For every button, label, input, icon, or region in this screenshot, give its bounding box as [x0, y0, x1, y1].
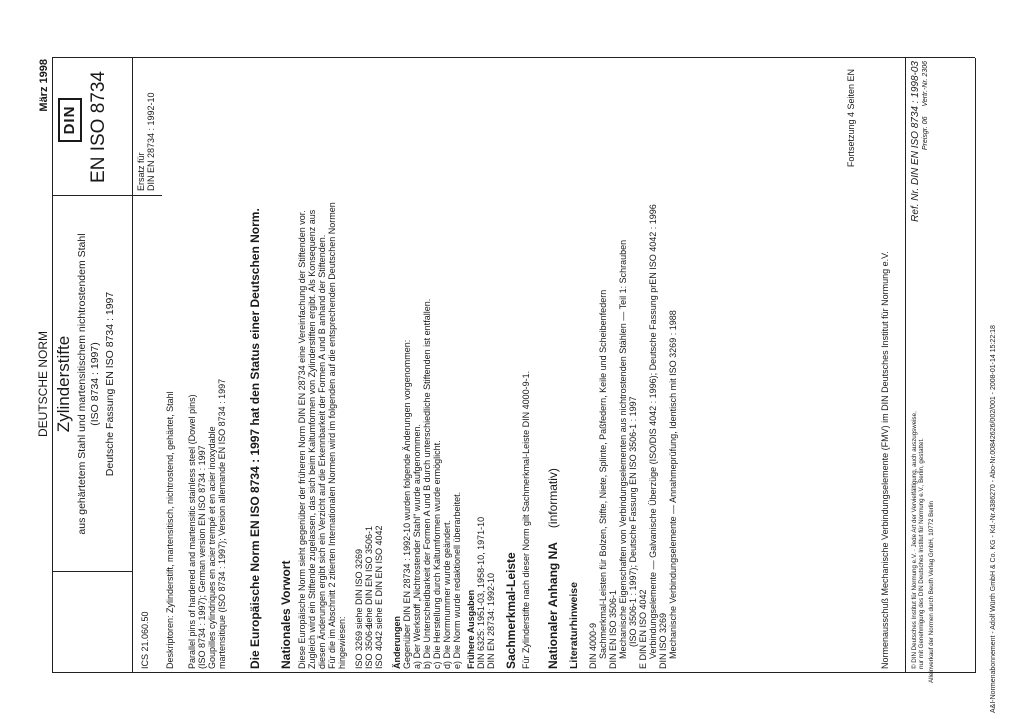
ref-row	[354, 549, 364, 669]
ersatz-value: DIN EN 28734 : 1992-10	[146, 92, 156, 191]
earlier-line: DIN EN 28734: 1992-10	[486, 572, 496, 669]
continuation-note: Fortsetzung 4 Seiten EN	[846, 69, 856, 168]
frame-bottom	[975, 58, 976, 673]
literature-line: DIN EN ISO 3506-1	[608, 589, 618, 669]
ref-value: siehe DIN ISO 3269	[354, 548, 364, 629]
header-subtitle-2: (ISO 8734 : 1997)	[89, 342, 101, 426]
committee-line: Normenausschuß Mechanische Verbindungselemente (FMV) im DIN Deutsches Institut für Normung e.V.	[880, 251, 890, 669]
literature-line: Mechanische Eigenschaften von Verbindungselementen aus nichtrostenden Stählen — Teil 1: Schrauben	[618, 239, 628, 659]
vorwort-line-2: Zugleich wird ein Stiftende zugelassen, das sich beim Kaltumformen von Zylinderstiften ergibt. Als Konsequenz aus	[307, 209, 317, 669]
changes-item: d) Die Normnummer wurde geändert.	[442, 519, 452, 669]
ref-value: siehe E DIN EN ISO 4042	[374, 525, 384, 629]
status-heading: Die Europäische Norm EN ISO 8734 : 1997 hat den Status einer Deutschen Norm.	[248, 208, 262, 669]
header-subtitle-3: Deutsche Fassung EN ISO 8734 : 1997	[104, 291, 116, 477]
din-logo	[58, 98, 82, 142]
header-title: Zylinderstifte	[54, 335, 73, 433]
changes-heading: Änderungen	[392, 616, 402, 669]
footer-copyright-1: © DIN Deutsches Institut für Normung e.V. · Jede Art der Vervielfältigung, auch auszugsweise,	[911, 411, 918, 669]
vorwort-line-3: diesen Änderungen ergibt sich ein Verzicht auf die Erkennbarkeit der Formen A und B anhand der Stiftenden.	[317, 234, 327, 669]
frame-right	[52, 57, 975, 58]
annex-heading	[547, 468, 561, 669]
literature-line: (ISO 3506-1 : 1997); Deutsche Fassung EN ISO 3506-1 : 1997	[628, 396, 638, 647]
title-en-2: (ISO 8734 : 1997); German version EN ISO 8734 : 1997	[197, 445, 207, 669]
annex-qualifier: (informativ)	[546, 468, 560, 529]
ref-key: ISO 3506-1	[364, 622, 374, 669]
header-type: DEUTSCHE NORM	[36, 331, 50, 438]
literature-line: DIN ISO 3269	[658, 612, 668, 669]
footer-ref-number: Ref. Nr. DIN EN ISO 8734 : 1998-03	[910, 61, 921, 222]
vorwort-line-1: Diese Europäische Norm sieht gegenüber der früheren Norm DIN EN 28734 eine Vereinfachung der Stiftenden vor.	[297, 210, 307, 669]
changes-item: b) Die Unterscheidbarkeit der Formen A und B durch unterschiedliche Stiftenden ist entfallen.	[422, 298, 432, 669]
literature-line: DIN 4000-9	[588, 622, 598, 669]
annex-title: Nationaler Anhang NA	[546, 542, 560, 669]
earlier-line: DIN 6325: 1951-03, 1958-10, 1971-10	[476, 516, 486, 669]
vorwort-line-4: Für die im Abschnitt 2 zitierten Internationalen Normen wird im folgenden auf die entsprechenden Deutschen Normen	[327, 202, 337, 669]
frame-left	[52, 672, 975, 673]
title-fr-2: martensitique (ISO 8734 : 1997); Version allemande EN ISO 8734 : 1997	[217, 378, 227, 669]
footer-copyright-2: nur mit Genehmigung des DIN Deutsches Institut für Normung e.V., Berlin, gestattet.	[918, 438, 925, 669]
ersatz-label: Ersatz für	[136, 152, 146, 191]
frame-header-bottom	[132, 58, 133, 673]
ref-key: ISO 4042	[374, 630, 384, 669]
header-subtitle-1: aus gehärtetem Stahl und martensitischem nichtrostendem Stahl	[76, 233, 88, 535]
literature-line: E DIN EN ISO 4042	[638, 589, 648, 669]
title-fr-1: Goupilles cylindriques en acier trempé et en acier inoxydable	[207, 426, 217, 669]
sachmerkmal-text: Für Zylinderstifte nach dieser Norm gilt Sachmerkmal-Leiste DIN 4000-9-1.	[521, 370, 531, 669]
descriptors: Deskriptoren: Zylinderstift, martensitisch, nichtrostend, gehärtet, Stahl	[165, 391, 175, 669]
footer-price-group	[922, 61, 930, 259]
literature-line: Sachmerkmal-Leisten für Bolzen, Stifte, Niete, Splinte, Paßfedern, Keile und Scheibenfedern	[598, 289, 608, 659]
literature-line: Mechanische Verbindungselemente — Annahmeprüfung, Identisch mit ISO 3269 : 1988	[668, 310, 678, 659]
frame-footer-top	[905, 58, 906, 673]
footer-price: Preisgr. 06	[922, 116, 929, 151]
ref-value: siehe DIN EN ISO 3506-1	[364, 525, 374, 629]
earlier-heading: Frühere Ausgaben	[466, 589, 476, 669]
changes-item: e) Die Norm wurde redaktionell überarbeitet.	[452, 491, 462, 669]
header-norm-number: EN ISO 8734	[88, 71, 109, 183]
vorwort-heading: Nationales Vorwort	[279, 560, 293, 669]
literature-heading: Literaturhinweise	[568, 582, 580, 669]
ref-row	[364, 526, 374, 669]
ref-row	[374, 525, 384, 669]
sachmerkmal-heading: Sachmerkmal-Leiste	[504, 552, 518, 669]
header-date: März 1998	[38, 59, 50, 112]
changes-item: c) Die Herstellung durch Kaltumformen wurde ermöglicht.	[432, 440, 442, 669]
footer-publisher: Alleinverkauf der Normen durch Beuth Verlag GmbH, 10772 Berlin	[928, 501, 935, 683]
vorwort-line-5: hingewiesen:	[337, 616, 347, 669]
frame-top	[52, 58, 53, 673]
literature-line: Verbindungselemente — Galvanische Überzüge (ISO/DIS 4042 : 1996); Deutsche Fassung prEN ISO 4042 : 1996	[648, 204, 658, 659]
changes-item: a) Der Werkstoff „Nichtrostender Stahl" wurde aufgenommen.	[412, 424, 422, 669]
changes-intro: Gegenüber DIN EN 28734 : 1992-10 wurden folgende Änderungen vorgenommen:	[402, 339, 412, 669]
frame-ersatz-divider	[132, 195, 162, 196]
din-logo-text: DIN	[61, 105, 78, 135]
footer-vertr: Vertr.-Nr. 2306	[922, 61, 929, 107]
title-en-1: Parallel pins of hardened and martensitic stainless steel (Dowel pins)	[187, 394, 197, 669]
ref-key: ISO 3269	[354, 630, 364, 669]
ics-code: ICS 21.060.50	[140, 611, 150, 669]
side-stamp: A&I-Normenabonnement - Adolf Würth GmbH & Co. KG - Kd.-Nr.4386270 - Abo-Nr.00842626/002/001 - 2008-01-14 15:22:18	[990, 325, 997, 713]
